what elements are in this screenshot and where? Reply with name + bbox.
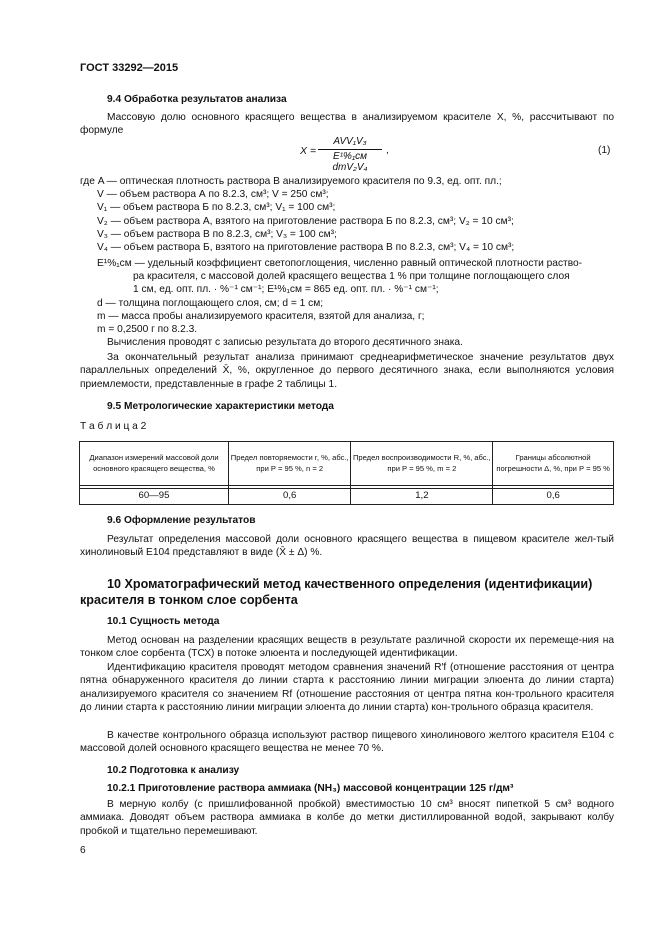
formula-fraction bbox=[318, 136, 382, 173]
control-sample-paragraph: В качестве контрольного образца используют раствор пищевого хинолинового желтого красителя Е104 с массовой долей основного красящего вещества не менее 70 %. bbox=[80, 730, 614, 755]
section-10-heading-line1: 10 Хроматографический метод качественного определения (идентификации) bbox=[107, 577, 593, 591]
section-10-heading-line2: красителя в тонком слое сорбента bbox=[80, 593, 298, 607]
formula-lhs: X = bbox=[300, 145, 317, 157]
definition-e-line1: E¹%₁см — удельный коэффициент светопоглощения, численно равный оптической плотности раство- bbox=[97, 258, 583, 269]
definition-e-line2: ра красителя, с массовой долей красящего вещества 1 % при толщине поглощающего слоя bbox=[133, 271, 570, 282]
section-9-6-heading: 9.6 Оформление результатов bbox=[107, 515, 256, 526]
fraction-bar bbox=[318, 149, 382, 150]
cell-error-bounds: 0,6 bbox=[493, 489, 614, 505]
final-result-paragraph: За окончательный результат анализа принимают среднеарифметическое значение результатов двух параллельных определений X̄, %, округленное до первого десятичного знака, если выполняются условия приемлемости, представленные в графе 2 таблицы 1. bbox=[80, 352, 614, 390]
formula-number: (1) bbox=[598, 145, 611, 156]
col-header-repeatability: Предел повторяемости r, %, абс., при P = 95 %, n = 2 bbox=[228, 442, 350, 486]
definition-v3: V₃ — объем раствора В по 8.2.3, см³; V₃ = 100 см³; bbox=[97, 229, 337, 240]
definition-v: V — объем раствора А по 8.2.3, см³; V = 250 см³; bbox=[97, 189, 329, 200]
section-9-4-heading: 9.4 Обработка результатов анализа bbox=[107, 94, 287, 105]
identification-paragraph: Идентификацию красителя проводят методом сравнения значений R′f (отношение расстояния от центра пятна обнаруженного красителя до линии старта к расстоянию линии миграции элюента до линии старта) анализируемого красителя со значением Rf (отношение расстояния от центра пятна кон-трольного красителя до линии старта к расстоянию линии миграции элюента до линии старта) кон-трольного образца красителя. bbox=[80, 662, 614, 714]
formula-comma: , bbox=[386, 145, 389, 156]
col-header-error-bounds: Границы абсолютной погрешности Δ, %, при P = 95 % bbox=[493, 442, 614, 486]
section-9-5-heading: 9.5 Метрологические характеристики метода bbox=[107, 401, 334, 412]
formula-denominator: E¹%₁см dmV₂V₄ bbox=[332, 151, 368, 173]
table-caption: Т а б л и ц а 2 bbox=[80, 421, 147, 432]
definition-v1: V₁ — объем раствора Б по 8.2.3, см³; V₁ = 100 см³; bbox=[97, 202, 336, 213]
col-header-reproducibility: Предел воспроизводимости R, %, абс., при P = 95 %, m = 2 bbox=[351, 442, 493, 486]
result-format-paragraph: Результат определения массовой доли основного красящего вещества в пищевом красителе жел-тый хинолиновый Е104 представляют в виде (X̄ ± Δ) %. bbox=[80, 534, 614, 559]
definition-v2: V₂ — объем раствора А, взятого на приготовление раствора Б по 8.2.3, см³; V₂ = 10 см³; bbox=[97, 216, 514, 227]
col-header-range: Диапазон измерений массовой доли основного красящего вещества, % bbox=[80, 442, 229, 486]
metrology-table bbox=[79, 441, 614, 505]
page-number: 6 bbox=[80, 845, 86, 856]
definition-m-value: m = 0,2500 г по 8.2.3. bbox=[97, 324, 198, 335]
formula-intro: Массовую долю основного красящего вещества в анализируемом красителе X, %, рассчитывают по формуле bbox=[80, 112, 614, 137]
section-10-2-heading: 10.2 Подготовка к анализу bbox=[107, 765, 240, 776]
definition-v4: V₄ — объем раствора Б, взятого на приготовление раствора В по 8.2.3, см³; V₄ = 10 см³; bbox=[97, 242, 515, 253]
section-10-1-heading: 10.1 Сущность метода bbox=[107, 616, 220, 627]
definition-d: d — толщина поглощающего слоя, см; d = 1 см; bbox=[97, 298, 324, 309]
section-10-2-1-heading: 10.2.1 Приготовление раствора аммиака (NH₃) массовой концентрации 125 г/дм³ bbox=[107, 783, 514, 794]
cell-repeatability: 0,6 bbox=[228, 489, 350, 505]
ammonia-prep-paragraph: В мерную колбу (с пришлифованной пробкой) вместимостью 10 см³ вносят пипеткой 5 см³ водного аммиака. Доводят объем раствора аммиака в колбе до метки дистиллированной водой, закрывают колбу пробкой и тщательно перемешивают. bbox=[80, 799, 614, 837]
definition-e-line3: 1 см, ед. опт. пл. · %⁻¹ см⁻¹; E¹%₁см = 865 ед. опт. пл. · %⁻¹ см⁻¹; bbox=[133, 284, 439, 295]
cell-range: 60—95 bbox=[80, 489, 229, 505]
document-header: ГОСТ 33292—2015 bbox=[80, 62, 179, 74]
definition-m: m — масса пробы анализируемого красителя, взятой для анализа, г; bbox=[97, 311, 425, 322]
method-principle-paragraph: Метод основан на разделении красящих веществ в результате различной скорости их перемеще-ния на тонком слое сорбента (ТСХ) в потоке элюента и последующей идентификации. bbox=[80, 635, 614, 660]
rounding-note: Вычисления проводят с записью результата до второго десятичного знака. bbox=[107, 337, 463, 348]
formula-numerator: AVV₁V₃ bbox=[333, 136, 367, 147]
definition-a: где A — оптическая плотность раствора В анализируемого красителя по 9.3, ед. опт. пл.; bbox=[80, 176, 502, 187]
cell-reproducibility: 1,2 bbox=[351, 489, 493, 505]
